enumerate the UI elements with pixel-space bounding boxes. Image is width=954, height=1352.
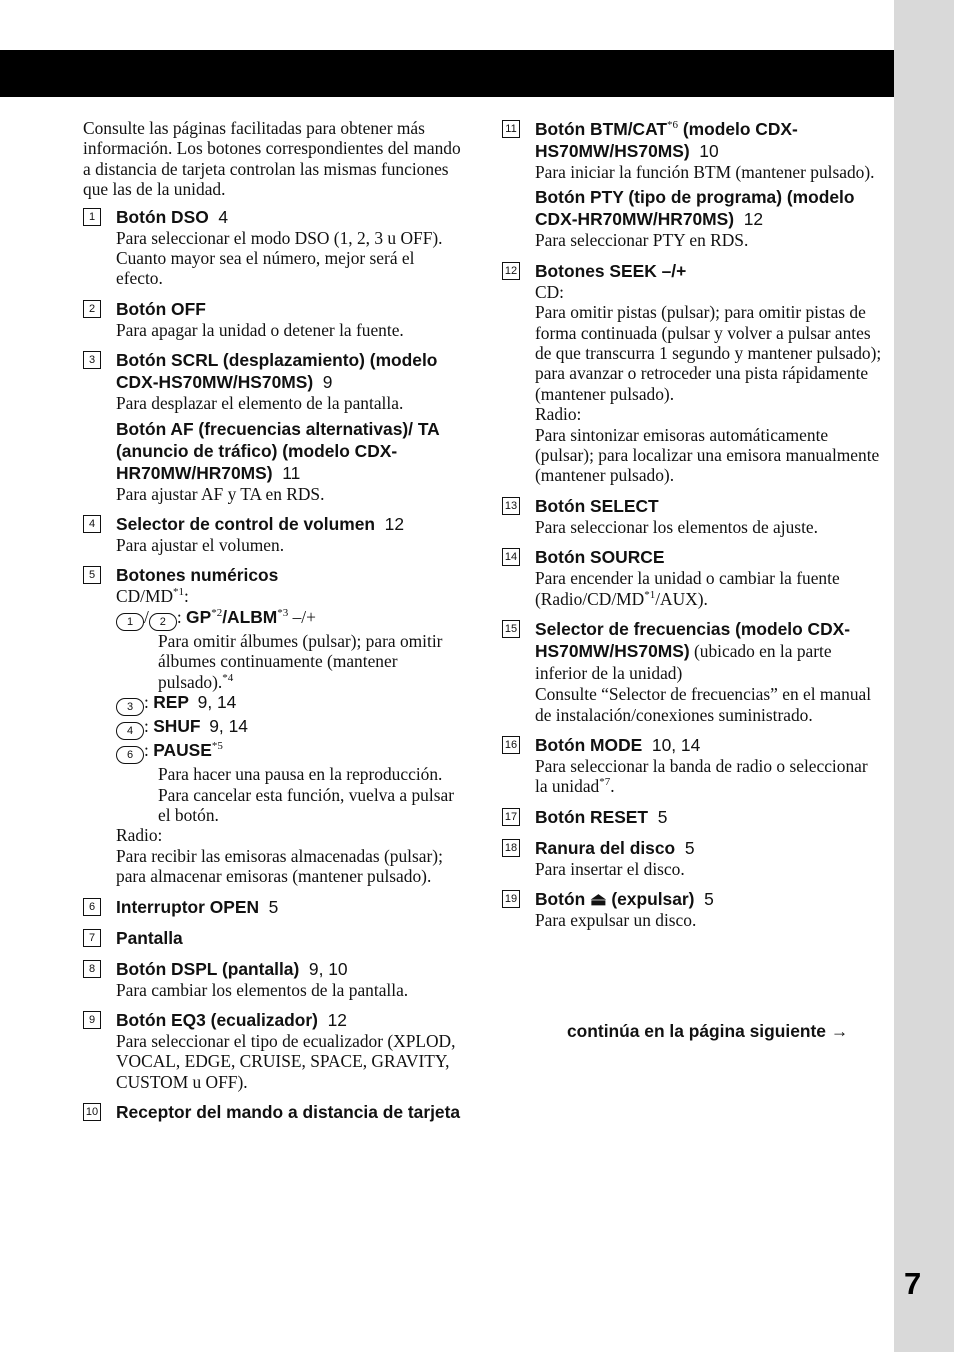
radio-description: Para recibir las emisoras almacenadas (pulsar); para almacenar emisoras (mantener pulsado). — [116, 845, 443, 887]
item-description: Para expulsar un disco. — [535, 910, 697, 931]
continue-text: continúa en la página siguiente — [567, 1021, 826, 1041]
button-6-symbol: 6 — [116, 746, 144, 764]
item-5 — [83, 564, 461, 886]
button-4-symbol: 4 — [116, 722, 144, 740]
button-3-symbol: 3 — [116, 698, 144, 716]
item-description: Para iniciar la función BTM (mantener pulsado). — [535, 162, 875, 182]
item-page-ref: 5 — [704, 889, 714, 910]
item-title: Botón DSPL (pantalla) — [116, 958, 300, 979]
item-description: Para cambiar los elementos de la pantalla. — [116, 979, 409, 1000]
item-title: Botón EQ3 (ecualizador) — [116, 1009, 318, 1030]
item-title: Botón RESET — [535, 806, 649, 827]
item-title: Receptor del mando a distancia de tarjeta — [116, 1102, 461, 1123]
shuf-row — [116, 716, 461, 740]
cdmd-label: CD/MD — [116, 586, 174, 607]
header-bar — [0, 50, 894, 97]
item-page-ref: 10 — [699, 141, 719, 161]
item-number: 15 — [502, 620, 520, 638]
item-sub-description: Para seleccionar PTY en RDS. — [535, 230, 749, 251]
footnote-ref: *1 — [644, 588, 656, 601]
footnote-ref: *3 — [277, 607, 289, 620]
item-page-ref: 5 — [268, 896, 279, 917]
item-description: Para seleccionar la banda de radio o seleccionar la unidad — [535, 755, 868, 797]
footnote-ref: *4 — [222, 671, 234, 684]
item-sub-page-ref: 11 — [282, 462, 301, 483]
item-description: Para insertar el disco. — [535, 858, 685, 879]
rep-pages: 9, 14 — [197, 692, 237, 713]
item-number: 2 — [83, 300, 101, 318]
item-description: Para apagar la unidad o detener la fuente. — [116, 319, 404, 340]
item-page-ref: 5 — [657, 806, 668, 827]
item-number: 8 — [83, 960, 101, 978]
item-19 — [502, 888, 882, 930]
item-title: Botones numéricos — [116, 565, 279, 586]
item-title: Botones SEEK –/+ — [535, 260, 687, 281]
item-title: Botón — [535, 889, 591, 910]
item-2 — [83, 298, 461, 340]
item-title: Selector de frecuencias (modelo CDX-HS70MW/HS70MS) — [535, 619, 851, 662]
radio-description: Para sintonizar emisoras automáticamente (pulsar); para localizar una emisora manualmente (mantener pulsado). — [535, 424, 880, 486]
item-sub-description: Para ajustar AF y TA en RDS. — [116, 483, 325, 504]
item-description: Para desplazar el elemento de la pantalla. — [116, 393, 404, 414]
item-page-ref: 10, 14 — [651, 734, 701, 755]
pause-label: PAUSE — [153, 740, 212, 761]
item-number: 3 — [83, 351, 101, 369]
item-title: Botón OFF — [116, 298, 206, 319]
item-number: 11 — [502, 120, 520, 138]
item-number: 6 — [83, 898, 101, 916]
rep-label: REP — [153, 692, 189, 713]
item-title: Pantalla — [116, 927, 183, 948]
gp-label: GP — [186, 606, 212, 627]
item-3 — [83, 349, 461, 504]
colon: : — [144, 740, 149, 761]
item-number: 12 — [502, 262, 520, 280]
item-sub-page-ref: 12 — [743, 209, 764, 230]
cd-label: CD: — [535, 281, 564, 302]
item-title: Botón SCRL (desplazamiento) (modelo CDX-HS70MW/HS70MS) — [116, 350, 438, 393]
button-1-symbol: 1 — [116, 613, 144, 631]
page-number: 7 — [904, 1266, 922, 1301]
item-10 — [83, 1101, 461, 1123]
item-number: 9 — [83, 1011, 101, 1029]
item-13 — [502, 495, 882, 537]
item-6 — [83, 896, 461, 918]
shuf-label: SHUF — [153, 716, 201, 737]
colon: : — [176, 606, 182, 627]
item-page-ref: 12 — [327, 1009, 347, 1030]
item-number: 14 — [502, 548, 520, 566]
item-17 — [502, 806, 882, 828]
albm-suffix: –/+ — [288, 606, 316, 627]
item-description: Para encender la unidad o cambiar la fuente (Radio/CD/MD — [535, 568, 840, 609]
footnote-ref: *1 — [173, 586, 185, 599]
pause-row — [116, 740, 461, 764]
item-description: Para ajustar el volumen. — [116, 535, 285, 556]
item-12 — [502, 260, 882, 486]
footnote-ref: *6 — [667, 119, 678, 132]
left-column — [83, 118, 461, 1132]
item-title-cont: (modelo CDX-HS70MW/HS70MS) — [535, 119, 798, 161]
item-page-ref: 12 — [384, 514, 404, 535]
item-title: Selector de control de volumen — [116, 514, 375, 535]
item-title-cont: (expulsar) — [606, 889, 695, 910]
albm-label: /ALBM — [222, 606, 278, 627]
item-number: 4 — [83, 515, 101, 533]
item-page-ref: 9, 10 — [308, 958, 348, 979]
item-number: 7 — [83, 929, 101, 947]
item-number: 17 — [502, 808, 520, 826]
item-title: Botón MODE — [535, 734, 643, 755]
right-column — [502, 118, 882, 940]
item-title: Botón SELECT — [535, 495, 659, 516]
item-18 — [502, 837, 882, 879]
item-title: Interruptor OPEN — [116, 896, 259, 917]
eject-icon: ⏏ — [590, 889, 607, 910]
shuf-pages: 9, 14 — [209, 716, 248, 737]
colon: : — [144, 692, 149, 713]
item-title: Botón DSO — [116, 206, 209, 227]
footnote-ref: *5 — [211, 740, 223, 753]
item-description-cont: . — [610, 776, 615, 797]
item-16 — [502, 734, 882, 797]
item-description: Consulte “Selector de frecuencias” en el manual de instalación/conexiones suministrado. — [535, 684, 872, 725]
item-7 — [83, 927, 461, 949]
item-9 — [83, 1009, 461, 1092]
radio-label: Radio: — [535, 404, 582, 425]
button-2-symbol: 2 — [149, 613, 177, 631]
item-page-ref: 4 — [218, 206, 229, 227]
item-number: 19 — [502, 890, 520, 908]
item-description: Para seleccionar el tipo de ecualizador (XPLOD, VOCAL, EDGE, CRUISE, SPACE, GRAVITY, CUSTOM u OFF). — [116, 1030, 456, 1092]
gp-description: Para omitir álbumes (pulsar); para omitir álbumes continuamente (mantener pulsado). — [158, 630, 443, 692]
item-4 — [83, 513, 461, 555]
item-page-ref: 9 — [322, 372, 333, 393]
item-14 — [502, 546, 882, 609]
item-1 — [83, 206, 461, 289]
side-tab — [894, 0, 954, 1352]
item-number: 18 — [502, 839, 520, 857]
footnote-ref: *7 — [599, 776, 611, 789]
item-title: Botón BTM/CAT — [535, 119, 667, 139]
item-page-ref: 5 — [684, 837, 695, 858]
item-number: 10 — [83, 1103, 101, 1121]
item-title: Botón SOURCE — [535, 547, 665, 568]
rep-row — [116, 692, 461, 716]
item-title: Ranura del disco — [535, 837, 676, 858]
intro-paragraph: Consulte las páginas facilitadas para obtener más información. Los botones correspondientes del mando a distancia de tarjeta controlan las mismas funciones que las de la unidad. — [83, 118, 461, 200]
item-description: Para seleccionar los elementos de ajuste. — [535, 516, 818, 537]
colon: : — [144, 716, 149, 737]
item-number: 13 — [502, 497, 520, 515]
item-title-suffix: (ubicado en la parte inferior de la unidad) — [535, 641, 832, 684]
colon: : — [184, 586, 189, 607]
item-subtitle: Botón PTY (tipo de programa) (modelo CDX-HR70MW/HR70MS) — [535, 187, 855, 230]
gp-albm-row — [116, 607, 461, 631]
slash: / — [144, 606, 149, 627]
footnote-ref: *2 — [211, 607, 223, 620]
radio-label: Radio: — [116, 825, 163, 846]
item-11 — [502, 118, 882, 251]
item-8 — [83, 958, 461, 1000]
item-number: 16 — [502, 736, 520, 754]
item-subtitle: Botón AF (frecuencias alternativas)/ TA (anuncio de tráfico) (modelo CDX-HR70MW/HR70MS) — [116, 418, 440, 483]
item-description: Para seleccionar el modo DSO (1, 2, 3 u OFF). Cuanto mayor sea el número, mejor será el efecto. — [116, 227, 443, 289]
continue-note — [567, 1021, 848, 1042]
cd-description: Para omitir pistas (pulsar); para omitir pistas de forma continuada (pulsar y volver a pulsar antes de que transcurra 1 segundo y mantener pulsado); para avanzar o retroceder una pista rápidamente (mantener pulsado). — [535, 302, 882, 404]
item-description-cont: /AUX). — [655, 588, 708, 609]
item-number: 5 — [83, 566, 101, 584]
item-number: 1 — [83, 208, 101, 226]
pause-description: Para hacer una pausa en la reproducción. Para cancelar esta función, vuelva a pulsar el botón. — [158, 764, 454, 825]
arrow-right-icon: → — [830, 1021, 849, 1041]
item-15 — [502, 618, 882, 725]
